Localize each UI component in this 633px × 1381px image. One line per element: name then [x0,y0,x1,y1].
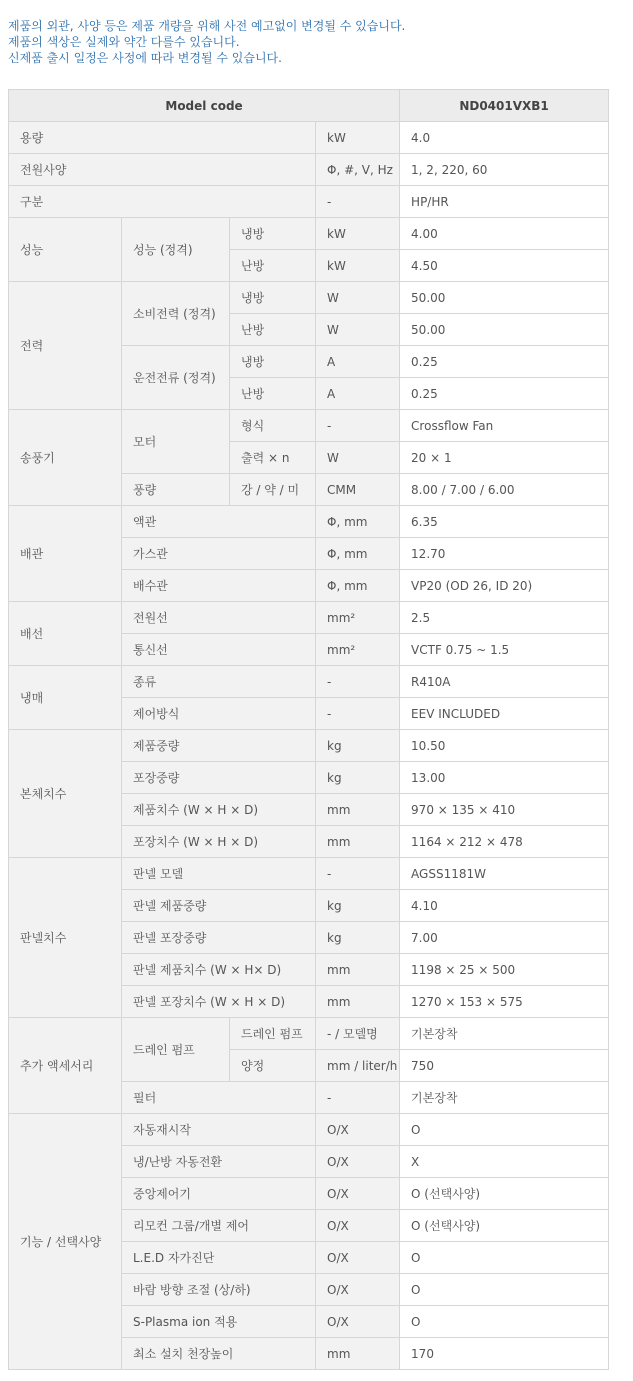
row-unit: mm² [316,602,400,634]
row-value: VP20 (OD 26, ID 20) [400,570,609,602]
spec-table [8,89,609,1370]
row-value: O (선택사양) [400,1210,609,1242]
notice-line: 제품의 외관, 사양 등은 제품 개량을 위해 사전 예고없이 변경될 수 있습니다. [8,19,406,33]
row-value: Crossflow Fan [400,410,609,442]
row-label: 용량 [9,122,316,154]
row-value: EEV INCLUDED [400,698,609,730]
row-label: 리모컨 그룹/개별 제어 [122,1210,316,1242]
group-label: 배선 [9,602,122,666]
row-value: AGSS1181W [400,858,609,890]
row-unit: O/X [316,1306,400,1338]
row-label: 바람 방향 조절 (상/하) [122,1274,316,1306]
table-row [9,154,609,186]
row-unit: mm / liter/h [316,1050,400,1082]
table-row [9,218,609,250]
row-value: 6.35 [400,506,609,538]
row-unit: W [316,314,400,346]
row-unit: kg [316,922,400,954]
row-unit: A [316,346,400,378]
row-label: 판넬 포장중량 [122,922,316,954]
row-value: 1198 × 25 × 500 [400,954,609,986]
row-unit: mm [316,954,400,986]
row-unit: O/X [316,1178,400,1210]
row-label: 난방 [230,314,316,346]
subgroup-label: 모터 [122,410,230,474]
row-label: 자동재시작 [122,1114,316,1146]
row-value: HP/HR [400,186,609,218]
table-row [9,1114,609,1146]
row-label: 제품치수 (W × H × D) [122,794,316,826]
table-row [9,730,609,762]
row-unit: mm [316,986,400,1018]
row-label: 판넬 모델 [122,858,316,890]
row-value: 2.5 [400,602,609,634]
row-value: 170 [400,1338,609,1370]
group-label: 추가 액세서리 [9,1018,122,1114]
row-value: O [400,1114,609,1146]
row-unit: kg [316,762,400,794]
row-unit: - [316,410,400,442]
row-value: 4.0 [400,122,609,154]
row-label: 제어방식 [122,698,316,730]
row-label: 포장치수 (W × H × D) [122,826,316,858]
table-row [9,282,609,314]
row-value: 4.00 [400,218,609,250]
row-label: 액관 [122,506,316,538]
row-unit: O/X [316,1242,400,1274]
table-row [9,186,609,218]
row-value: O [400,1274,609,1306]
row-value: 1164 × 212 × 478 [400,826,609,858]
group-label: 기능 / 선택사양 [9,1114,122,1370]
row-label: 구분 [9,186,316,218]
table-row [9,410,609,442]
row-label: 난방 [230,378,316,410]
group-label: 성능 [9,218,122,282]
row-value: 0.25 [400,346,609,378]
table-row [9,506,609,538]
row-unit: Φ, mm [316,538,400,570]
row-value: 기본장착 [400,1018,609,1050]
model-code-label: Model code [9,90,400,122]
row-label: L.E.D 자가진단 [122,1242,316,1274]
row-unit: Φ, mm [316,570,400,602]
row-label: 형식 [230,410,316,442]
row-unit: Φ, #, V, Hz [316,154,400,186]
row-value: 10.50 [400,730,609,762]
row-value: 20 × 1 [400,442,609,474]
group-label: 전력 [9,282,122,410]
row-unit: - / 모델명 [316,1018,400,1050]
row-unit: kW [316,218,400,250]
row-label: 양정 [230,1050,316,1082]
row-unit: mm [316,1338,400,1370]
row-unit: - [316,698,400,730]
row-label: S-Plasma ion 적용 [122,1306,316,1338]
row-label: 전원사양 [9,154,316,186]
subgroup-label: 풍량 [122,474,230,506]
row-label: 제품중량 [122,730,316,762]
notice-list [0,0,633,66]
row-value: 1, 2, 220, 60 [400,154,609,186]
row-label: 냉방 [230,282,316,314]
row-label: 판넬 제품치수 (W × H× D) [122,954,316,986]
row-value: 13.00 [400,762,609,794]
row-label: 전원선 [122,602,316,634]
row-value: 12.70 [400,538,609,570]
subgroup-label: 운전전류 (정격) [122,346,230,410]
row-label: 강 / 약 / 미 [230,474,316,506]
row-unit: - [316,858,400,890]
table-row [9,602,609,634]
row-value: O [400,1306,609,1338]
table-row [9,1018,609,1050]
row-unit: O/X [316,1274,400,1306]
header-row [9,90,609,122]
row-label: 필터 [122,1082,316,1114]
row-unit: W [316,282,400,314]
notice-line: 신제품 출시 일정은 사정에 따라 변경될 수 있습니다. [8,51,282,65]
row-value: 8.00 / 7.00 / 6.00 [400,474,609,506]
row-label: 최소 설치 천장높이 [122,1338,316,1370]
row-unit: mm² [316,634,400,666]
row-label: 중앙제어기 [122,1178,316,1210]
row-value: VCTF 0.75 ~ 1.5 [400,634,609,666]
row-label: 출력 × n [230,442,316,474]
row-unit: kW [316,122,400,154]
row-unit: O/X [316,1114,400,1146]
row-label: 포장중량 [122,762,316,794]
row-unit: - [316,1082,400,1114]
row-label: 판넬 포장치수 (W × H × D) [122,986,316,1018]
row-label: 냉방 [230,218,316,250]
group-label: 배관 [9,506,122,602]
row-value: 50.00 [400,314,609,346]
row-unit: kg [316,730,400,762]
row-value: O (선택사양) [400,1178,609,1210]
model-code-value: ND0401VXB1 [400,90,609,122]
row-label: 가스관 [122,538,316,570]
row-value: R410A [400,666,609,698]
row-unit: W [316,442,400,474]
group-label: 송풍기 [9,410,122,506]
row-unit: - [316,666,400,698]
row-value: 1270 × 153 × 575 [400,986,609,1018]
notice-line: 제품의 색상은 실제와 약간 다를수 있습니다. [8,35,240,49]
group-label: 냉매 [9,666,122,730]
row-value: 7.00 [400,922,609,954]
subgroup-label: 성능 (정격) [122,218,230,282]
subgroup-label: 드레인 펌프 [122,1018,230,1082]
row-unit: mm [316,794,400,826]
row-value: 970 × 135 × 410 [400,794,609,826]
row-value: X [400,1146,609,1178]
row-label: 냉방 [230,346,316,378]
row-value: 750 [400,1050,609,1082]
row-label: 판넬 제품중량 [122,890,316,922]
row-unit: kg [316,890,400,922]
row-unit: O/X [316,1146,400,1178]
row-unit: - [316,186,400,218]
table-row [9,666,609,698]
group-label: 판넬치수 [9,858,122,1018]
row-unit: mm [316,826,400,858]
row-unit: CMM [316,474,400,506]
row-value: 0.25 [400,378,609,410]
row-label: 통신선 [122,634,316,666]
row-value: 기본장착 [400,1082,609,1114]
group-label: 본체치수 [9,730,122,858]
subgroup-label: 소비전력 (정격) [122,282,230,346]
row-unit: O/X [316,1210,400,1242]
table-row [9,858,609,890]
row-label: 종류 [122,666,316,698]
row-label: 드레인 펌프 [230,1018,316,1050]
row-value: 50.00 [400,282,609,314]
row-unit: Φ, mm [316,506,400,538]
row-value: 4.10 [400,890,609,922]
table-row [9,122,609,154]
row-value: 4.50 [400,250,609,282]
row-label: 난방 [230,250,316,282]
row-label: 냉/난방 자동전환 [122,1146,316,1178]
row-value: O [400,1242,609,1274]
row-unit: A [316,378,400,410]
row-unit: kW [316,250,400,282]
row-label: 배수관 [122,570,316,602]
